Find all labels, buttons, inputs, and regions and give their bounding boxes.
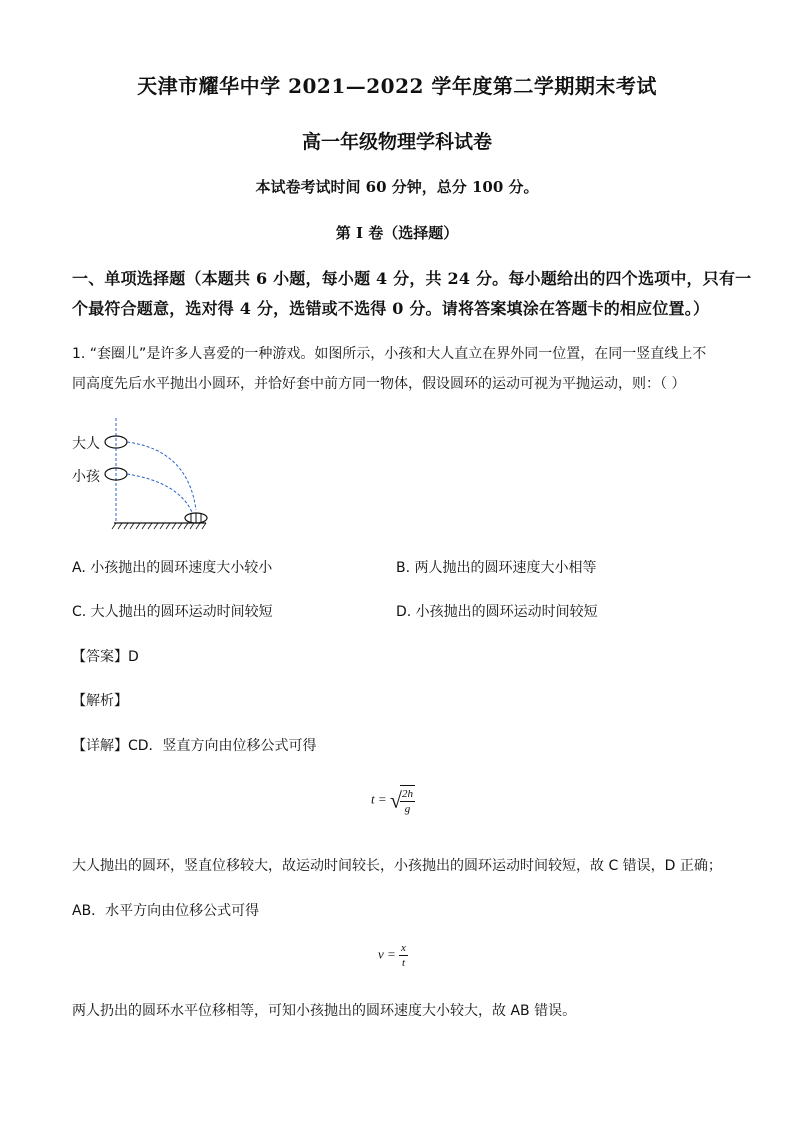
sqrt-icon: √ — [389, 787, 402, 813]
figure-label-adult: 大人 — [72, 436, 100, 452]
formula-time-lhs: t = — [371, 791, 387, 807]
volume-heading: 第 I 卷（选择题） — [335, 224, 459, 242]
detail-line-4: 两人扔出的圆环水平位移相等，可知小孩抛出的圆环速度大小较大，故 AB 错误。 — [72, 1003, 577, 1019]
section-instruction-line2: 个最符合题意，选对得 4 分，选错或不选得 0 分。请将答案填涂在答题卡的相应位置。） — [72, 299, 710, 318]
detail-line-3: AB．水平方向由位移公式可得 — [72, 903, 260, 919]
option-a: A. 小孩抛出的圆环速度大小较小 — [72, 560, 273, 576]
section-instruction-line1: 一、单项选择题（本题共 6 小题，每小题 4 分，共 24 分。每小题给出的四个选项中，只有一 — [72, 269, 752, 288]
analysis-label: 【解析】 — [72, 693, 128, 709]
answer-text: 【答案】D — [72, 649, 139, 665]
adult-ring — [105, 436, 127, 448]
formula-time-numerator: 2h — [401, 788, 413, 800]
ring-toss-figure — [70, 412, 220, 532]
question-stem-line1: 1. “套圈儿”是许多人喜爱的一种游戏。如图所示，小孩和大人直立在界外同一位置，在同一竖直线上不 — [72, 346, 707, 362]
figure-diagram — [70, 412, 220, 532]
formula-velocity-denominator: t — [401, 957, 406, 969]
option-b: B. 两人抛出的圆环速度大小相等 — [396, 560, 597, 576]
formula-velocity-lhs: v = — [378, 946, 396, 962]
exam-title: 天津市耀华中学 2021—2022 学年度第二学期期末考试 — [137, 74, 657, 98]
option-c: C. 大人抛出的圆环运动时间较短 — [72, 604, 273, 620]
formula-velocity-numerator: x — [401, 942, 406, 954]
formula-time — [371, 785, 415, 816]
question-stem-line2: 同高度先后水平抛出小圆环，并恰好套中前方同一物体，假设圆环的运动可视为平抛运动，则：（ ） — [72, 376, 686, 392]
formula-velocity — [378, 941, 408, 970]
exam-info: 本试卷考试时间 60 分钟，总分 100 分。 — [255, 178, 539, 196]
exam-subtitle: 高一年级物理学科试卷 — [301, 131, 492, 153]
child-trajectory — [127, 474, 192, 512]
detail-line-2: 大人抛出的圆环，竖直位移较大，故运动时间较长，小孩抛出的圆环运动时间较短，故 C 错误，D 正确； — [72, 858, 722, 874]
option-d: D. 小孩抛出的圆环运动时间较短 — [396, 604, 598, 620]
detail-line-1: 【详解】CD．竖直方向由位移公式可得 — [72, 738, 317, 754]
formula-time-denominator: g — [404, 803, 411, 815]
figure-label-child: 小孩 — [72, 469, 100, 485]
